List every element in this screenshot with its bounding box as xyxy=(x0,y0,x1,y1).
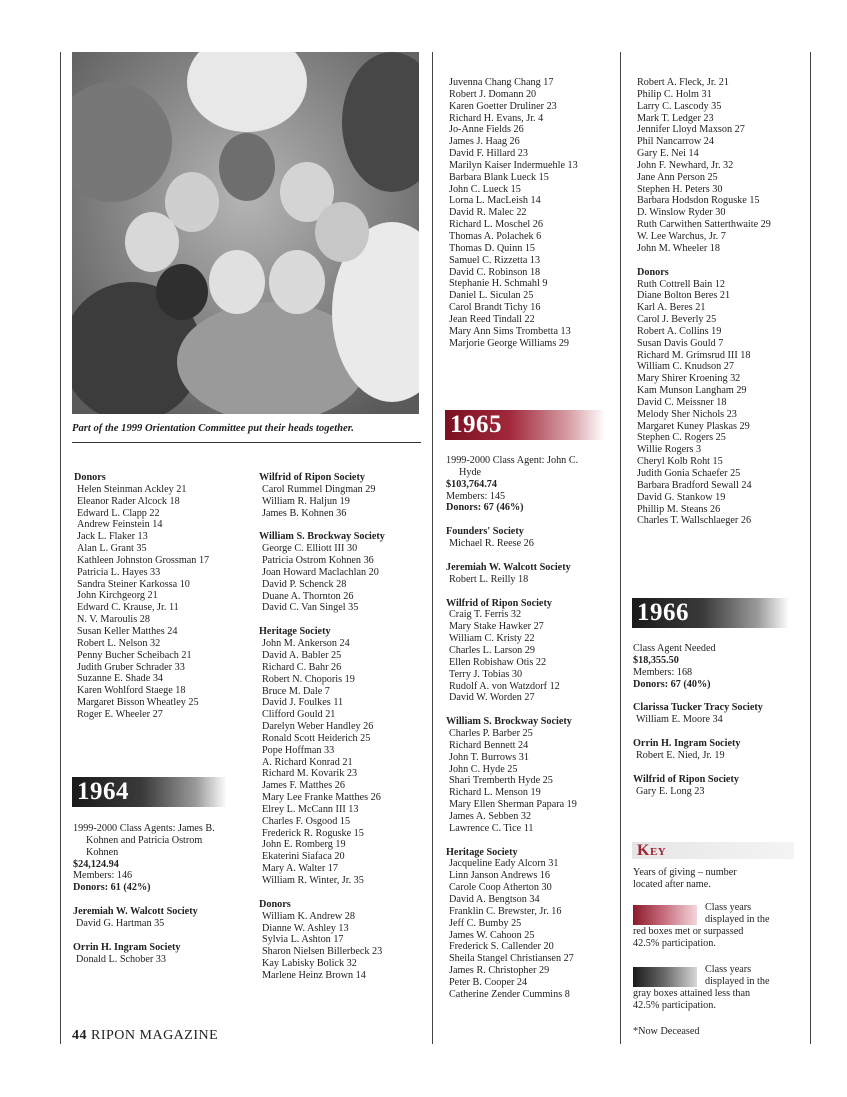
list-item: Jacqueline Eady Alcorn 31 xyxy=(449,858,559,870)
list-item: Patricia L. Hayes 33 xyxy=(77,566,161,578)
list-item: Clifford Gould 21 xyxy=(262,709,336,721)
list-item: John C. Lueck 15 xyxy=(449,183,521,195)
list-item: Richard M. Grimsrud III 18 xyxy=(637,349,751,361)
list-item: Carol Brandt Tichy 16 xyxy=(449,302,541,314)
name-list xyxy=(259,543,431,614)
list-item: Robert L. Reilly 18 xyxy=(449,573,529,585)
list-item: David C. Robinson 18 xyxy=(449,266,541,278)
list-item: Roger E. Wheeler 27 xyxy=(77,708,163,720)
list-item: Mary Ann Sims Trombetta 13 xyxy=(449,325,571,337)
key-text: 42.5% participation. xyxy=(633,937,716,949)
list-item: Phil Nancarrow 24 xyxy=(637,136,714,148)
list-item: N. V. Maroulis 28 xyxy=(77,614,150,626)
list-item: John T. Burrows 31 xyxy=(449,751,529,763)
magazine-name: RIPON MAGAZINE xyxy=(91,1028,219,1043)
list-item: Charles L. Larson 29 xyxy=(449,644,536,656)
list-item: Donald L. Schober 33 xyxy=(76,953,166,965)
list-item: Karen Wohlford Staege 18 xyxy=(77,685,186,697)
list-item: William C. Kristy 22 xyxy=(449,633,535,645)
list-item: Ruth Carwithen Satterthwaite 29 xyxy=(637,219,771,231)
list-item: Charles F. Osgood 15 xyxy=(262,815,351,827)
class-agent: Hyde xyxy=(459,466,482,478)
list-item: Robert A. Fleck, Jr. 21 xyxy=(637,77,729,88)
list-item: Sandra Steiner Karkossa 10 xyxy=(77,578,190,590)
key-title: Key xyxy=(637,842,667,859)
list-item: Karen Goetter Druliner 23 xyxy=(449,100,557,112)
list-item: Edward C. Krause, Jr. 11 xyxy=(77,602,179,614)
list-item: Marlene Heinz Brown 14 xyxy=(262,969,366,981)
list-item: Judith Gonia Schaefer 25 xyxy=(637,468,741,479)
key-text: displayed in the xyxy=(705,975,770,987)
list-item: Ruth Cottrell Bain 12 xyxy=(637,278,726,290)
section-heading: William S. Brockway Society xyxy=(259,531,385,543)
list-item: David F. Hillard 23 xyxy=(449,148,528,160)
class-total: $24,124.94 xyxy=(73,858,119,870)
class-total: $103,764.74 xyxy=(446,478,497,490)
list-item: Rudolf A. von Watzdorf 12 xyxy=(449,680,560,692)
list-item: Kam Munson Langham 29 xyxy=(637,385,747,397)
list-item: Charles P. Barber 25 xyxy=(449,728,533,740)
list-item: John E. Romberg 19 xyxy=(262,839,346,851)
list-item: Philip C. Holm 31 xyxy=(637,88,712,100)
class-total: $18,355.50 xyxy=(633,654,679,666)
list-item: Suzanne E. Shade 34 xyxy=(77,673,164,685)
list-item: Marilyn Kaiser Indermuehle 13 xyxy=(449,159,578,171)
list-item: David A. Bengtson 34 xyxy=(449,894,540,905)
name-list xyxy=(446,574,618,586)
key-gray-text xyxy=(633,964,805,1011)
list-item: Stephen H. Peters 30 xyxy=(637,183,723,195)
list-item: Robert L. Nelson 32 xyxy=(77,637,161,649)
list-item: Richard H. Evans, Jr. 4 xyxy=(449,112,544,124)
list-item: John F. Newhard, Jr. 32 xyxy=(637,159,734,171)
list-item: Elrey L. McCann III 13 xyxy=(262,803,359,815)
section-heading: Wilfrid of Ripon Society xyxy=(446,597,552,609)
list-item: Ekaterini Siafaca 20 xyxy=(262,851,345,863)
list-item: Richard Bennett 24 xyxy=(449,739,529,751)
list-item: Ronald Scott Heiderich 25 xyxy=(262,732,371,744)
class-members: Members: 145 xyxy=(446,490,506,502)
section-heading: Clarissa Tucker Tracy Society xyxy=(633,702,763,714)
list-item: Kay Labisky Bolick 32 xyxy=(262,958,357,970)
column-3-class-1965 xyxy=(446,455,618,1001)
list-item: Robert A. Collins 19 xyxy=(637,325,722,337)
list-item: James F. Matthes 26 xyxy=(262,780,345,792)
name-list xyxy=(259,638,431,887)
list-item: James R. Christopher 29 xyxy=(449,965,550,977)
list-item: Robert E. Nied, Jr. 19 xyxy=(636,749,725,761)
list-item: Stephen C. Rogers 25 xyxy=(637,432,726,444)
section-heading: William S. Brockway Society xyxy=(446,716,572,728)
column-1-donors xyxy=(74,472,234,721)
class-donors: Donors: 67 (46%) xyxy=(446,502,524,514)
list-item: Marjorie George Williams 29 xyxy=(449,337,570,349)
page-footer xyxy=(72,1028,218,1044)
list-item: James W. Cahoon 25 xyxy=(449,929,535,941)
list-item: Susan Davis Gould 7 xyxy=(637,337,724,349)
list-item: William K. Andrew 28 xyxy=(262,910,355,922)
name-list xyxy=(259,911,431,982)
list-item: Barbara Bradford Sewall 24 xyxy=(637,479,752,491)
list-item: John M. Ankerson 24 xyxy=(262,638,350,650)
section-heading: Heritage Society xyxy=(446,846,518,858)
list-item: Margaret Bisson Wheatley 25 xyxy=(77,697,199,709)
list-item: Richard M. Kovarik 23 xyxy=(262,768,358,780)
list-item: Sylvia L. Ashton 17 xyxy=(262,934,344,946)
name-list xyxy=(633,786,805,798)
column-4-top xyxy=(637,77,809,527)
photo-caption: Part of the 1999 Orientation Committee put their heads together. xyxy=(72,423,354,434)
column-1-class-1964 xyxy=(73,823,238,965)
key-text: located after name. xyxy=(633,878,711,890)
key-red-text xyxy=(633,902,805,949)
list-item: David J. Foulkes 11 xyxy=(262,697,344,709)
list-item: Michael R. Reese 26 xyxy=(449,538,534,550)
list-item: Alan L. Grant 35 xyxy=(77,543,147,555)
list-item: Gary E. Nei 14 xyxy=(637,148,699,160)
list-item: Jane Ann Person 25 xyxy=(637,171,718,183)
list-item: Kathleen Johnston Grossman 17 xyxy=(77,554,210,566)
list-item: Helen Steinman Ackley 21 xyxy=(77,483,187,495)
list-item: Thomas D. Quinn 15 xyxy=(449,242,536,254)
list-item: David P. Schenck 28 xyxy=(262,578,347,590)
key-text: 42.5% participation. xyxy=(633,999,716,1011)
section-heading: Donors xyxy=(259,898,291,910)
list-item: David C. Van Singel 35 xyxy=(262,602,359,614)
list-item: A. Richard Konrad 21 xyxy=(262,756,353,768)
list-item: Dianne W. Ashley 13 xyxy=(262,922,349,934)
section-heading: Orrin H. Ingram Society xyxy=(633,738,741,750)
list-item: Jean Reed Tindall 22 xyxy=(449,313,535,325)
list-item: John Kirchgeorg 21 xyxy=(77,590,158,602)
section-heading: Donors xyxy=(637,266,669,278)
page-number: 44 xyxy=(72,1028,87,1043)
list-item: William R. Haljun 19 xyxy=(262,495,350,507)
name-list xyxy=(446,858,618,1000)
list-item: James B. Kohnen 36 xyxy=(262,507,347,519)
name-list xyxy=(446,728,618,835)
list-item: Carol Rummel Dingman 29 xyxy=(262,483,376,495)
section-heading: Donors xyxy=(74,472,106,483)
name-list xyxy=(633,714,805,726)
list-item: Pope Hoffman 33 xyxy=(262,744,335,756)
name-list xyxy=(446,538,618,550)
class-members: Members: 146 xyxy=(73,870,133,882)
list-item: David W. Worden 27 xyxy=(449,692,535,704)
list-item: Diane Bolton Beres 21 xyxy=(637,290,731,302)
list-item: Jo-Anne Fields 26 xyxy=(449,124,524,136)
key-description xyxy=(633,867,805,891)
list-item: Richard C. Bahr 26 xyxy=(262,661,342,673)
list-item: Willie Rogers 3 xyxy=(637,444,702,456)
class-members: Members: 168 xyxy=(633,666,693,678)
list-item: Juvenna Chang Chang 17 xyxy=(449,77,554,88)
year-box-1964: 1964 xyxy=(72,777,227,807)
list-item: Sheila Stangel Christiansen 27 xyxy=(449,953,574,965)
list-item: Ellen Robishaw Otis 22 xyxy=(449,656,547,668)
name-list xyxy=(637,279,809,528)
class-agent: 1999-2000 Class Agent: John C. xyxy=(446,455,579,466)
list-item: Phillip M. Steans 26 xyxy=(637,503,721,515)
list-item: Charles T. Wallschlaeger 26 xyxy=(637,515,752,527)
list-item: David G. Stankow 19 xyxy=(637,491,726,503)
list-item: Lawrence C. Tice 11 xyxy=(449,822,534,834)
list-item: William E. Moore 34 xyxy=(636,714,723,726)
column-3-top xyxy=(449,77,619,349)
list-item: Karl A. Beres 21 xyxy=(637,302,706,314)
list-item: Samuel C. Rizzetta 13 xyxy=(449,254,541,266)
list-item: Thomas A. Polachek 6 xyxy=(449,230,542,242)
list-item: Duane A. Thornton 26 xyxy=(262,590,354,602)
list-item: Joan Howard Maclachlan 20 xyxy=(262,566,379,578)
list-item: Gary E. Long 23 xyxy=(636,785,705,797)
section-heading: Orrin H. Ingram Society xyxy=(73,941,181,953)
list-item: Bruce M. Dale 7 xyxy=(262,685,330,697)
list-item: Edward L. Clapp 22 xyxy=(77,507,160,519)
list-item: James J. Haag 26 xyxy=(449,136,520,148)
list-item: Melody Sher Nichols 23 xyxy=(637,408,737,420)
list-item: Barbara Hodsdon Roguske 15 xyxy=(637,195,760,207)
section-heading: Wilfrid of Ripon Society xyxy=(259,472,365,483)
list-item: Robert N. Choporis 19 xyxy=(262,673,355,685)
key-text: Class years xyxy=(705,902,752,913)
section-heading: Wilfrid of Ripon Society xyxy=(633,773,739,785)
list-item: Terry J. Tobias 30 xyxy=(449,668,523,680)
list-item: Mary Lee Franke Matthes 26 xyxy=(262,792,381,804)
list-item: David R. Malec 22 xyxy=(449,207,527,219)
list-item: Carol J. Beverly 25 xyxy=(637,314,717,326)
list-item: Peter B. Cooper 24 xyxy=(449,976,528,988)
list-item: Judith Gruber Schrader 33 xyxy=(77,661,185,673)
list-item: Sharon Nielsen Billerbeck 23 xyxy=(262,946,383,958)
list-item: William C. Knudson 27 xyxy=(637,361,734,373)
list-item: Mary Ellen Sherman Papara 19 xyxy=(449,799,577,811)
list-item: David A. Babler 25 xyxy=(262,649,342,661)
name-list xyxy=(73,954,238,966)
list-item: D. Winslow Ryder 30 xyxy=(637,207,726,219)
list-item: Mary A. Walter 17 xyxy=(262,863,338,875)
list-item: Cheryl Kolb Roht 15 xyxy=(637,456,723,468)
name-list xyxy=(446,609,618,704)
list-item: David C. Meissner 18 xyxy=(637,396,727,408)
key-text: *Now Deceased xyxy=(633,1026,700,1037)
list-item: Mary Shirer Kroening 32 xyxy=(637,373,741,385)
list-item: Larry C. Lascody 35 xyxy=(637,100,722,112)
key-deceased-note xyxy=(633,1026,805,1038)
class-agent: Class Agent Needed xyxy=(633,643,716,654)
class-donors: Donors: 61 (42%) xyxy=(73,882,151,894)
list-item: Franklin C. Brewster, Jr. 16 xyxy=(449,905,562,917)
name-list xyxy=(637,77,809,255)
list-item: Lorna L. MacLeish 14 xyxy=(449,195,541,207)
key-text: displayed in the xyxy=(705,913,770,925)
section-heading: Jeremiah W. Walcott Society xyxy=(73,906,198,918)
list-item: Jennifer Lloyd Maxson 27 xyxy=(637,124,745,136)
list-item: Shari Tremberth Hyde 25 xyxy=(449,775,553,787)
year-box-1966: 1966 xyxy=(632,598,789,628)
list-item: Linn Janson Andrews 16 xyxy=(449,870,551,882)
column-rule xyxy=(60,52,61,1044)
list-item: Penny Bucher Scheibach 21 xyxy=(77,649,192,661)
list-item: Patricia Ostrom Kohnen 36 xyxy=(262,555,374,567)
name-list xyxy=(449,77,619,349)
class-agent: 1999-2000 Class Agents: James B. xyxy=(73,823,215,834)
column-rule xyxy=(432,52,433,1044)
list-item: Andrew Feinstein 14 xyxy=(77,519,163,531)
caption-rule xyxy=(72,442,421,443)
list-item: Mark T. Ledger 23 xyxy=(637,112,714,124)
list-item: Richard L. Menson 19 xyxy=(449,787,541,799)
column-2 xyxy=(259,472,431,982)
key-text: gray boxes attained less than xyxy=(633,987,751,999)
key-text: Years of giving – number xyxy=(633,867,737,878)
list-item: Margaret Kuney Plaskas 29 xyxy=(637,420,750,432)
list-item: Richard L. Moschel 26 xyxy=(449,219,543,231)
list-item: Craig T. Ferris 32 xyxy=(449,609,522,621)
list-item: David G. Hartman 35 xyxy=(76,917,165,929)
list-item: Frederick S. Callender 20 xyxy=(449,941,554,953)
column-4-class-1966 xyxy=(633,643,805,797)
class-donors: Donors: 67 (40%) xyxy=(633,678,711,690)
section-heading: Heritage Society xyxy=(259,626,331,638)
list-item: Catherine Zender Cummins 8 xyxy=(449,988,570,1000)
group-photo xyxy=(72,52,419,414)
list-item: James A. Sebben 32 xyxy=(449,810,532,822)
year-box-1965: 1965 xyxy=(445,410,605,440)
name-list xyxy=(73,918,238,930)
list-item: Eleanor Rader Alcock 18 xyxy=(77,495,180,507)
list-item: Barbara Blank Lueck 15 xyxy=(449,171,549,183)
section-heading: Jeremiah W. Walcott Society xyxy=(446,561,571,573)
list-item: Frederick R. Roguske 15 xyxy=(262,827,364,839)
list-item: John C. Hyde 25 xyxy=(449,763,518,775)
name-list xyxy=(74,484,234,721)
list-item: Carole Coop Atherton 30 xyxy=(449,882,552,894)
key-text: Class years xyxy=(705,964,752,975)
name-list xyxy=(259,484,431,520)
class-agent: Kohnen xyxy=(86,846,119,858)
name-list xyxy=(633,750,805,762)
class-agent: Kohnen and Patricia Ostrom xyxy=(86,834,203,846)
column-rule xyxy=(810,52,811,1044)
key-text: red boxes met or surpassed xyxy=(633,925,744,937)
list-item: Darelyn Weber Handley 26 xyxy=(262,721,374,733)
list-item: Stephanie H. Schmahl 9 xyxy=(449,278,548,290)
group-photo-illustration xyxy=(72,52,419,414)
list-item: Daniel L. Siculan 25 xyxy=(449,290,534,302)
list-item: William R. Winter, Jr. 35 xyxy=(262,875,364,886)
list-item: Jack L. Flaker 13 xyxy=(77,531,148,543)
list-item: Jeff C. Bumby 25 xyxy=(449,917,522,929)
list-item: John M. Wheeler 18 xyxy=(637,242,720,254)
column-rule xyxy=(620,52,621,1044)
list-item: Robert J. Domann 20 xyxy=(449,88,537,100)
list-item: George C. Elliott III 30 xyxy=(262,543,358,555)
list-item: Susan Keller Matthes 24 xyxy=(77,625,178,637)
section-heading: Founders' Society xyxy=(446,526,524,538)
list-item: Mary Stake Hawker 27 xyxy=(449,621,544,633)
list-item: W. Lee Warchus, Jr. 7 xyxy=(637,230,726,242)
